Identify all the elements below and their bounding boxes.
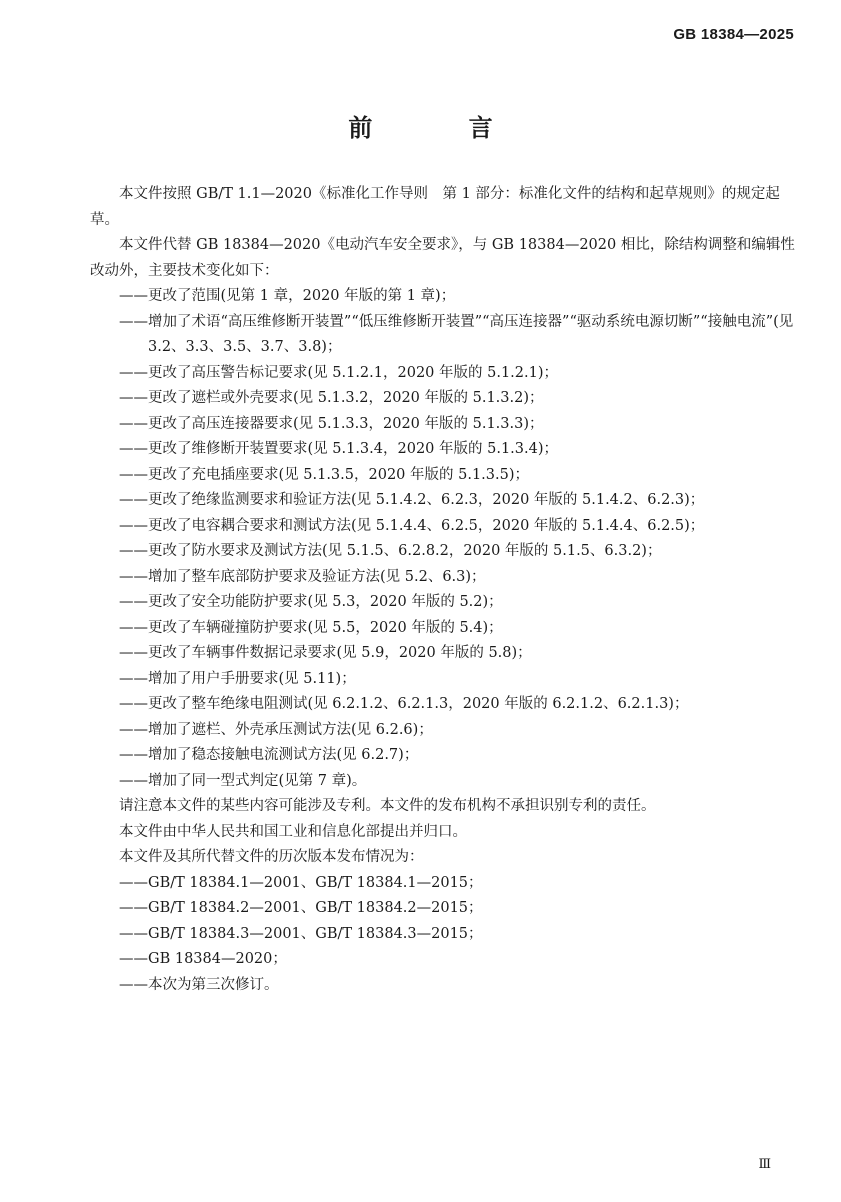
standard-code: GB 18384—2025 bbox=[673, 26, 794, 43]
list-item: ——更改了绝缘监测要求和验证方法(见 5.1.4.2、6.2.3，2020 年版的 5.1.4.2、6.2.3)； bbox=[119, 492, 705, 508]
list-item: ——更改了遮栏或外壳要求(见 5.1.3.2，2020 年版的 5.1.3.2)； bbox=[119, 390, 544, 406]
foreword-body bbox=[90, 182, 802, 998]
replacement-paragraph: 本文件代替 GB 18384—2020《电动汽车安全要求》，与 GB 18384—2020 相比，除结构调整和编辑性改动外，主要技术变化如下： bbox=[90, 237, 795, 279]
history-list bbox=[90, 871, 802, 999]
changes-list bbox=[90, 284, 802, 794]
list-item: ——增加了用户手册要求(见 5.11)； bbox=[119, 670, 356, 687]
list-item: ——增加了整车底部防护要求及验证方法(见 5.2、6.3)； bbox=[119, 568, 486, 585]
page-title: 前 言 bbox=[348, 114, 537, 142]
list-item: ——更改了高压警告标记要求(见 5.1.2.1，2020 年版的 5.1.2.1)； bbox=[119, 364, 558, 381]
list-item: ——更改了车辆碰撞防护要求(见 5.5，2020 年版的 5.4)； bbox=[119, 619, 503, 636]
list-item: ——本次为第三次修订。 bbox=[119, 976, 279, 993]
list-item: ——增加了遮栏、外壳承压测试方法(见 6.2.6)； bbox=[119, 721, 433, 738]
patent-notice: 请注意本文件的某些内容可能涉及专利。本文件的发布机构不承担识别专利的责任。 bbox=[119, 798, 656, 814]
list-item: ——更改了电容耦合要求和测试方法(见 5.1.4.4、6.2.5，2020 年版的 5.1.4.4、6.2.5)； bbox=[119, 517, 705, 534]
list-item: ——更改了整车绝缘电阻测试(见 6.2.1.2、6.2.1.3，2020 年版的 6.2.1.2、6.2.1.3)； bbox=[119, 696, 689, 712]
proposer-paragraph: 本文件由中华人民共和国工业和信息化部提出并归口。 bbox=[119, 823, 467, 840]
history-intro: 本文件及其所代替文件的历次版本发布情况为： bbox=[119, 849, 424, 865]
list-item: ——更改了范围(见第 1 章，2020 年版的第 1 章)； bbox=[119, 288, 456, 304]
list-item: ——GB 18384—2020； bbox=[119, 951, 287, 967]
list-item: ——GB/T 18384.2—2001、GB/T 18384.2—2015； bbox=[119, 900, 483, 916]
list-item: ——更改了安全功能防护要求(见 5.3，2020 年版的 5.2)； bbox=[119, 594, 503, 610]
list-item: ——更改了高压连接器要求(见 5.1.3.3，2020 年版的 5.1.3.3)； bbox=[119, 415, 544, 432]
list-item: ——更改了防水要求及测试方法(见 5.1.5、6.2.8.2，2020 年版的 5.1.5、6.3.2)； bbox=[119, 543, 662, 559]
list-item: ——GB/T 18384.3—2001、GB/T 18384.3—2015； bbox=[119, 925, 483, 942]
list-item: ——增加了同一型式判定(见第 7 章)。 bbox=[119, 772, 367, 789]
page-number: Ⅲ bbox=[758, 1157, 771, 1172]
list-item: ——增加了术语“高压维修断开装置”“低压维修断开装置”“高压连接器”“驱动系统电源切断”“接触电流”(见 3.2、3.3、3.5、3.7、3.8)； bbox=[119, 313, 794, 355]
list-item: ——更改了维修断开装置要求(见 5.1.3.4，2020 年版的 5.1.3.4)； bbox=[119, 441, 558, 457]
intro-paragraph: 本文件按照 GB/T 1.1—2020《标准化工作导则 第 1 部分：标准化文件的结构和起草规则》的规定起草。 bbox=[90, 186, 780, 228]
list-item: ——GB/T 18384.1—2001、GB/T 18384.1—2015； bbox=[119, 874, 483, 891]
list-item: ——更改了车辆事件数据记录要求(见 5.9，2020 年版的 5.8)； bbox=[119, 645, 532, 661]
list-item: ——更改了充电插座要求(见 5.1.3.5，2020 年版的 5.1.3.5)； bbox=[119, 466, 529, 483]
list-item: ——增加了稳态接触电流测试方法(见 6.2.7)； bbox=[119, 747, 419, 763]
